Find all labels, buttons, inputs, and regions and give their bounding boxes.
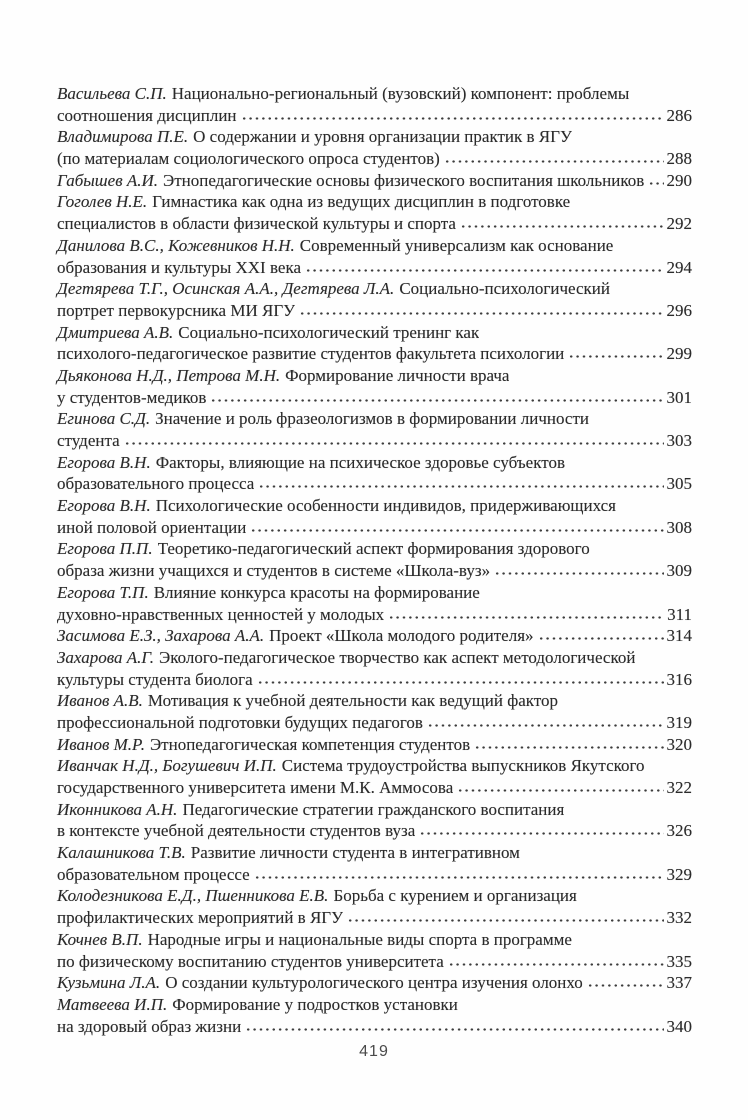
entry-title-text: (по материалам социологического опроса студентов) — [57, 149, 440, 169]
entry-page-number: 301 — [666, 387, 692, 407]
entry-page-number: 322 — [666, 778, 692, 797]
entry-author: Дьяконова Н.Д., Петрова М.Н. — [57, 365, 281, 385]
toc-line — [57, 800, 692, 822]
entry-title-text: Психологические особенности индивидов, придерживающихся — [155, 496, 616, 516]
dotted-leader — [587, 983, 664, 988]
entry-title-text: Национально-региональный (вузовский) компонент: проблемы — [171, 84, 630, 103]
toc-entry — [57, 626, 692, 648]
toc-entry — [57, 192, 692, 235]
entry-author: Данилова В.С., Кожевников Н.Н. — [57, 235, 295, 255]
toc-line — [57, 843, 692, 865]
dotted-leader — [258, 484, 663, 489]
entry-title-text: Факторы, влияющие на психическое здоровье субъектов — [155, 452, 565, 472]
entry-title-text: иной половой ориентации — [57, 517, 247, 537]
toc-entry — [57, 323, 692, 366]
entry-author: Гоголев Н.Е. — [57, 192, 148, 212]
toc-entry — [57, 127, 692, 170]
entry-page-number: 288 — [666, 149, 692, 169]
toc-line — [57, 474, 692, 496]
dotted-leader — [427, 723, 664, 728]
entry-author: Егорова П.П. — [57, 539, 153, 559]
entry-title-text: в контексте учебной деятельности студентов вуза — [57, 821, 416, 841]
entry-title-text: профессиональной подготовки будущих педагогов — [57, 712, 423, 732]
entry-title-text: Значение и роль фразеологизмов в формировании личности — [155, 409, 589, 429]
dotted-leader — [460, 224, 664, 229]
toc-line — [57, 1017, 692, 1039]
entry-author: Егинова С.Д. — [57, 409, 151, 429]
dotted-leader — [568, 354, 663, 359]
dotted-leader — [305, 268, 664, 273]
toc-line — [57, 583, 692, 605]
dotted-leader — [457, 788, 663, 793]
toc-line — [57, 344, 692, 366]
entry-author: Иконникова А.Н. — [57, 799, 178, 819]
entry-title-text: по физическому воспитанию студентов университета — [57, 951, 444, 971]
entry-page-number: 314 — [666, 626, 692, 646]
toc-line — [57, 171, 692, 193]
entry-author: Дегтярева Т.Г., Осинская А.А., Дегтярева Л.А. — [57, 279, 395, 299]
toc-line — [57, 106, 692, 128]
entry-author: Владимирова П.Е. — [57, 127, 189, 147]
dotted-leader — [444, 159, 664, 164]
toc-entry — [57, 539, 692, 582]
toc-entry — [57, 648, 692, 691]
entry-title-text: культуры студента биолога — [57, 669, 253, 689]
entry-author: Кочнев В.П. — [57, 929, 143, 949]
entry-title-text: Влияние конкурса красоты на формирование — [153, 582, 480, 602]
toc-line — [57, 930, 692, 952]
entry-title-text: Борьба с курением и организация — [333, 886, 577, 906]
toc-line — [57, 561, 692, 583]
entry-title-text: Развитие личности студента в интегративном — [190, 843, 520, 863]
toc-line — [57, 388, 692, 410]
dotted-leader — [419, 831, 663, 836]
entry-page-number: 308 — [666, 517, 692, 537]
entry-page-number: 311 — [667, 604, 692, 624]
entry-page-number: 340 — [666, 1016, 692, 1036]
dotted-leader — [210, 398, 663, 403]
entry-page-number: 292 — [666, 214, 692, 234]
dotted-leader — [241, 116, 664, 121]
toc-list — [57, 84, 692, 1038]
entry-author: Захарова А.Г. — [57, 647, 155, 667]
dotted-leader — [250, 528, 663, 533]
toc-entry — [57, 800, 692, 843]
toc-line — [57, 756, 692, 778]
toc-line — [57, 713, 692, 735]
entry-page-number: 337 — [666, 973, 692, 993]
entry-title-text: специалистов в области физической культуры и спорта — [57, 214, 456, 234]
toc-entry — [57, 735, 692, 757]
entry-page-number: 299 — [666, 344, 692, 364]
toc-line — [57, 886, 692, 908]
entry-title-text: у студентов-медиков — [57, 387, 207, 407]
toc-line — [57, 605, 692, 627]
entry-author: Габышев А.И. — [57, 170, 158, 190]
toc-entry — [57, 366, 692, 409]
entry-page-number: 319 — [666, 712, 692, 732]
entry-title-text: Педагогические стратегии гражданского воспитания — [182, 799, 565, 819]
entry-title-text: Проект «Школа молодого родителя» — [269, 626, 534, 646]
toc-entry — [57, 930, 692, 973]
entry-title-text: Современный универсализм как основание — [299, 235, 614, 255]
toc-entry — [57, 171, 692, 193]
entry-title-text: Формирование личности врача — [285, 365, 510, 385]
dotted-leader — [538, 636, 664, 641]
toc-line — [57, 409, 692, 431]
entry-page-number: 286 — [666, 105, 692, 125]
dotted-leader — [448, 962, 664, 967]
entry-title-text: Народные игры и национальные виды спорта в программе — [147, 929, 572, 949]
dotted-leader — [388, 615, 664, 620]
entry-page-number: 335 — [666, 951, 692, 971]
toc-entry — [57, 995, 692, 1038]
entry-title-text: соотношения дисциплин — [57, 105, 237, 125]
toc-line — [57, 127, 692, 149]
entry-title-text: О создании культурологического центра изучения олонхо — [165, 973, 583, 993]
toc-entry — [57, 691, 692, 734]
toc-line — [57, 952, 692, 974]
toc-line — [57, 453, 692, 475]
entry-title-text: студента — [57, 431, 120, 450]
entry-title-text: духовно-нравственных ценностей у молодых — [57, 604, 385, 624]
entry-title-text: Формирование у подростков установки — [172, 994, 458, 1014]
entry-title-text: Эколого-педагогическое творчество как аспект методологической — [159, 647, 636, 667]
entry-page-number: 320 — [666, 734, 692, 754]
toc-entry — [57, 756, 692, 799]
entry-author: Калашникова Т.В. — [57, 843, 186, 863]
toc-line — [57, 192, 692, 214]
toc-line — [57, 84, 692, 106]
dotted-leader — [245, 1027, 663, 1032]
entry-author: Засимова Е.З., Захарова А.А. — [57, 626, 265, 646]
toc-entry — [57, 496, 692, 539]
dotted-leader — [124, 441, 664, 446]
entry-title-text: Этнопедагогические основы физического воспитания школьников — [162, 170, 645, 190]
toc-entry — [57, 279, 692, 322]
toc-line — [57, 973, 692, 995]
toc-line — [57, 539, 692, 561]
entry-page-number: 290 — [666, 170, 692, 190]
entry-author: Иванчак Н.Д., Богушевич И.П. — [57, 756, 277, 776]
toc-line — [57, 626, 692, 648]
toc-line — [57, 648, 692, 670]
entry-page-number: 294 — [666, 257, 692, 277]
entry-page-number: 296 — [666, 300, 692, 320]
entry-page-number: 305 — [666, 474, 692, 494]
toc-line — [57, 908, 692, 930]
entry-title-text: Мотивация к учебной деятельности как ведущий фактор — [147, 691, 559, 711]
entry-author: Кузьмина Л.А. — [57, 973, 161, 993]
entry-title-text: Гимнастика как одна из ведущих дисциплин в подготовке — [152, 192, 571, 212]
entry-title-text: Система трудоустройства выпускников Якутского — [281, 756, 645, 776]
entry-title-text: Социально-психологический — [399, 279, 610, 299]
toc-line — [57, 214, 692, 236]
entry-author: Колодезникова Е.Д., Пшенникова Е.В. — [57, 886, 329, 906]
toc-line — [57, 670, 692, 692]
dotted-leader — [299, 311, 663, 316]
entry-title-text: Этнопедагогическая компетенция студентов — [149, 734, 471, 754]
entry-title-text: Теоретико-педагогический аспект формирования здорового — [157, 539, 590, 559]
footer-page-number: 419 — [359, 1043, 389, 1060]
toc-line — [57, 366, 692, 388]
entry-title-text: образовательном процессе — [57, 864, 250, 884]
toc-line — [57, 431, 692, 453]
toc-line — [57, 778, 692, 800]
toc-entry — [57, 973, 692, 995]
toc-entry — [57, 886, 692, 929]
entry-page-number: 316 — [666, 669, 692, 689]
dotted-leader — [474, 745, 663, 750]
entry-title-text: О содержании и уровня организации практик в ЯГУ — [193, 127, 573, 147]
toc-line — [57, 236, 692, 258]
toc-line — [57, 865, 692, 887]
entry-title-text: образования и культуры XXI века — [57, 257, 301, 277]
toc-line — [57, 279, 692, 301]
entry-page-number: 309 — [666, 561, 692, 581]
toc-line — [57, 691, 692, 713]
toc-entry — [57, 843, 692, 886]
entry-page-number: 303 — [666, 431, 692, 450]
toc-line — [57, 518, 692, 540]
entry-title-text: образовательного процесса — [57, 474, 255, 494]
toc-line — [57, 258, 692, 280]
entry-title-text: психолого-педагогическое развитие студентов факультета психологии — [57, 344, 565, 364]
entry-author: Иванов М.Р. — [57, 734, 145, 754]
entry-title-text: Социально-психологический тренинг как — [178, 322, 480, 342]
entry-title-text: портрет первокурсника МИ ЯГУ — [57, 300, 296, 320]
toc-entry — [57, 583, 692, 626]
toc-line — [57, 323, 692, 345]
toc-line — [57, 735, 692, 757]
toc-entry — [57, 236, 692, 279]
entry-title-text: на здоровый образ жизни — [57, 1016, 242, 1036]
dotted-leader — [254, 875, 664, 880]
entry-title-text: государственного университета имени М.К. Аммосова — [57, 778, 454, 797]
toc-line — [57, 995, 692, 1017]
entry-author: Дмитриева А.В. — [57, 322, 174, 342]
toc-line — [57, 496, 692, 518]
entry-author: Иванов А.В. — [57, 691, 143, 711]
entry-author: Матвеева И.П. — [57, 994, 168, 1014]
entry-title-text: профилактических мероприятий в ЯГУ — [57, 908, 344, 928]
toc-entry — [57, 453, 692, 496]
dotted-leader — [347, 918, 663, 923]
entry-page-number: 332 — [666, 908, 692, 928]
entry-author: Васильева С.П. — [57, 84, 167, 103]
dotted-leader — [257, 680, 664, 685]
entry-page-number: 329 — [666, 864, 692, 884]
entry-author: Егорова В.Н. — [57, 496, 151, 516]
toc-line — [57, 149, 692, 171]
entry-author: Егорова В.Н. — [57, 452, 151, 472]
toc-line — [57, 821, 692, 843]
entry-page-number: 326 — [666, 821, 692, 841]
toc-line — [57, 301, 692, 323]
entry-title-text: образа жизни учащихся и студентов в системе «Школа-вуз» — [57, 561, 491, 581]
dotted-leader — [494, 571, 663, 576]
toc-entry — [57, 84, 692, 127]
entry-author: Егорова Т.П. — [57, 582, 149, 602]
dotted-leader — [648, 181, 663, 186]
toc-entry — [57, 409, 692, 452]
